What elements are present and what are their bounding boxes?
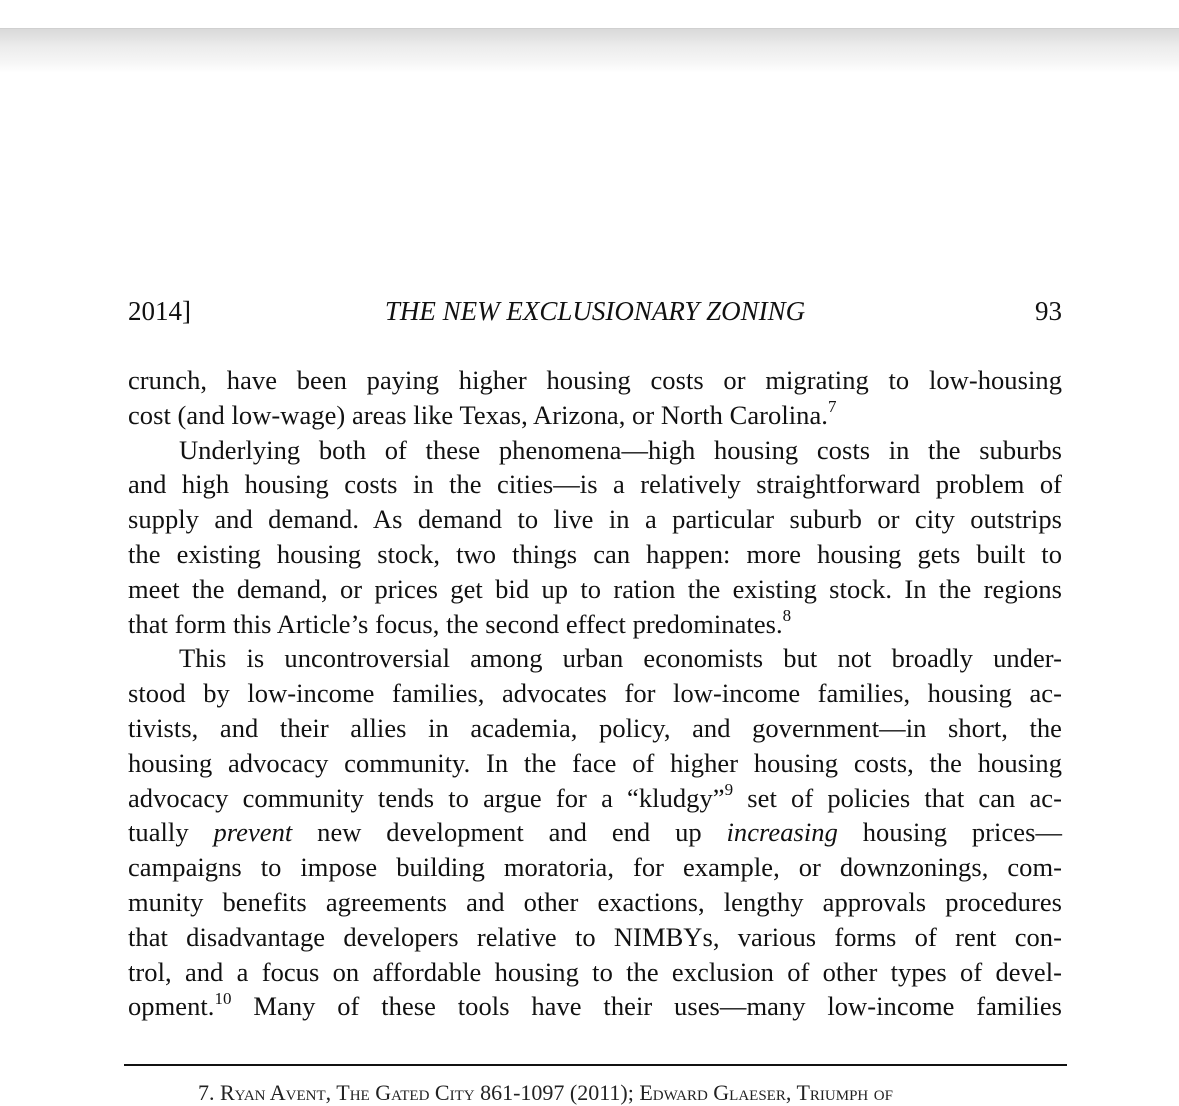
text-line — [128, 781, 1062, 816]
text-line: housing advocacy community. In the face of higher housing costs, the housing — [128, 747, 1062, 778]
text-line: campaigns to impose building moratoria, for example, or downzonings, com- — [128, 852, 1062, 883]
text-line: Underlying both of these phenomena—high housing costs in the suburbs — [179, 434, 1062, 465]
header-title: THE NEW EXCLUSIONARY ZONING — [384, 296, 806, 326]
text-line: the existing housing stock, two things can happen: more housing gets built to — [128, 538, 1062, 569]
text-line: stood by low-income families, advocates for low-income families, housing ac- — [128, 678, 1062, 709]
text-line — [128, 607, 1062, 642]
footnote-ref[interactable]: 9 — [724, 779, 734, 799]
page-number: 93 — [1035, 296, 1062, 326]
running-header — [128, 296, 1062, 330]
text-line — [128, 398, 1062, 433]
footnote-divider — [124, 1064, 1067, 1066]
text-line: tivists, and their allies in academia, policy, and government—in short, the — [128, 712, 1062, 743]
footnote-text: 7. Ryan Avent, The Gated City 861-1097 (2011); Edward Glaeser, Triumph of — [198, 1080, 893, 1105]
text-span: opment. — [128, 991, 215, 1022]
footnote-ref[interactable]: 8 — [782, 605, 792, 625]
text-line: and high housing costs in the cities—is a relatively straightforward problem of — [128, 469, 1062, 500]
header-year: 2014] — [128, 296, 191, 326]
text-span: new development and end up — [292, 817, 727, 848]
text-span: Many of these tools have their uses—many low-income families — [231, 991, 1062, 1022]
text-span: advocacy community tends to argue for a “kludgy” — [128, 782, 725, 813]
text-span: tually — [128, 817, 214, 848]
text-span: that form this Article’s focus, the second effect predominates. — [128, 608, 783, 639]
footnote-ref[interactable]: 10 — [214, 988, 232, 1008]
text-line: meet the demand, or prices get bid up to ration the existing stock. In the regions — [128, 573, 1062, 604]
text-line: This is uncontroversial among urban economists but not broadly under- — [179, 643, 1062, 674]
article-body — [128, 363, 1062, 1024]
text-span: set of policies that can ac- — [733, 782, 1062, 813]
text-line — [128, 815, 1062, 850]
text-line — [128, 989, 1062, 1024]
viewer-toolbar-shadow — [0, 28, 1179, 73]
text-line: supply and demand. As demand to live in a particular suburb or city outstrips — [128, 504, 1062, 535]
text-span: cost (and low-wage) areas like Texas, Arizona, or North Carolina. — [128, 399, 828, 430]
emphasis-text: increasing — [726, 817, 838, 848]
top-bar — [0, 0, 1179, 28]
footnote-ref[interactable]: 7 — [827, 396, 837, 416]
text-line: trol, and a focus on affordable housing to the exclusion of other types of devel- — [128, 956, 1062, 987]
text-line: munity benefits agreements and other exactions, lengthy approvals procedures — [128, 886, 1062, 917]
text-span: housing prices— — [837, 817, 1063, 848]
text-line: crunch, have been paying higher housing costs or migrating to low-housing — [128, 365, 1062, 395]
text-line: that disadvantage developers relative to NIMBYs, various forms of rent con- — [128, 921, 1062, 952]
emphasis-text: prevent — [213, 817, 293, 848]
